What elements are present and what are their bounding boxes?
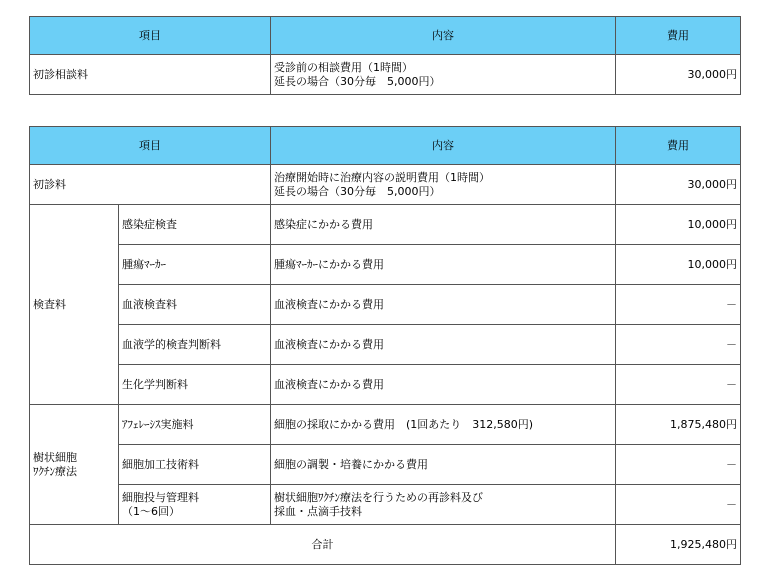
row-item — [119, 485, 271, 525]
header-cost: 費用 — [616, 17, 741, 55]
total-cost: 1,925,480円 — [616, 525, 741, 565]
therapy-group-line2: ﾜｸﾁﾝ療法 — [33, 464, 77, 478]
row-cost: － — [616, 485, 741, 525]
row-cost: 30,000円 — [616, 55, 741, 95]
row-content: 細胞の採取にかかる費用 (1回あたり 312,580円) — [271, 405, 616, 445]
table-row — [30, 245, 741, 285]
row-content: 腫瘍ﾏｰｶｰにかかる費用 — [271, 245, 616, 285]
row-item: 細胞加工技術料 — [119, 445, 271, 485]
row-item: ｱﾌｪﾚｰｼｽ実施料 — [119, 405, 271, 445]
exam-group-label: 検査料 — [30, 205, 119, 405]
row-item: 腫瘍ﾏｰｶｰ — [119, 245, 271, 285]
header-item: 項目 — [30, 17, 271, 55]
table-row — [30, 485, 741, 525]
row-content-line1: 樹状細胞ﾜｸﾁﾝ療法を行うための再診料及び — [274, 490, 483, 504]
row-cost: 1,875,480円 — [616, 405, 741, 445]
row-content — [271, 55, 616, 95]
row-content: 細胞の調製・培養にかかる費用 — [271, 445, 616, 485]
row-cost: 10,000円 — [616, 205, 741, 245]
row-content: 感染症にかかる費用 — [271, 205, 616, 245]
row-content: 血液検査にかかる費用 — [271, 365, 616, 405]
row-content-line1: 受診前の相談費用（1時間） — [274, 60, 413, 74]
therapy-group-line1: 樹状細胞 — [33, 450, 77, 464]
row-item-line2: （1～6回） — [122, 504, 180, 518]
row-cost: － — [616, 285, 741, 325]
table-row — [30, 445, 741, 485]
therapy-group-label — [30, 405, 119, 525]
row-cost: 30,000円 — [616, 165, 741, 205]
row-item: 生化学判断料 — [119, 365, 271, 405]
header-item: 項目 — [30, 127, 271, 165]
total-row — [30, 525, 741, 565]
consultation-fee-table — [29, 16, 741, 95]
row-content-line1: 治療開始時に治療内容の説明費用（1時間） — [274, 170, 490, 184]
table-header-row — [30, 127, 741, 165]
row-cost: － — [616, 445, 741, 485]
row-item: 初診相談料 — [30, 55, 271, 95]
row-content-line2: 採血・点滴手技料 — [274, 504, 362, 518]
row-item: 血液学的検査判断料 — [119, 325, 271, 365]
row-content: 血液検査にかかる費用 — [271, 285, 616, 325]
table-row — [30, 325, 741, 365]
row-content-line2: 延長の場合（30分毎 5,000円） — [274, 184, 441, 198]
row-content — [271, 165, 616, 205]
header-content: 内容 — [271, 17, 616, 55]
header-content: 内容 — [271, 127, 616, 165]
row-item-line1: 細胞投与管理料 — [122, 490, 199, 504]
row-content — [271, 485, 616, 525]
row-item: 初診料 — [30, 165, 271, 205]
table-header-row — [30, 17, 741, 55]
header-cost: 費用 — [616, 127, 741, 165]
treatment-fee-table — [29, 126, 741, 565]
table-row — [30, 165, 741, 205]
row-content: 血液検査にかかる費用 — [271, 325, 616, 365]
total-label: 合計 — [30, 525, 616, 565]
table-row — [30, 365, 741, 405]
row-cost: － — [616, 365, 741, 405]
table-row — [30, 55, 741, 95]
row-cost: 10,000円 — [616, 245, 741, 285]
row-item: 感染症検査 — [119, 205, 271, 245]
table-row — [30, 405, 741, 445]
table-row — [30, 205, 741, 245]
row-cost: － — [616, 325, 741, 365]
row-item: 血液検査料 — [119, 285, 271, 325]
table-row — [30, 285, 741, 325]
row-content-line2: 延長の場合（30分毎 5,000円） — [274, 74, 441, 88]
